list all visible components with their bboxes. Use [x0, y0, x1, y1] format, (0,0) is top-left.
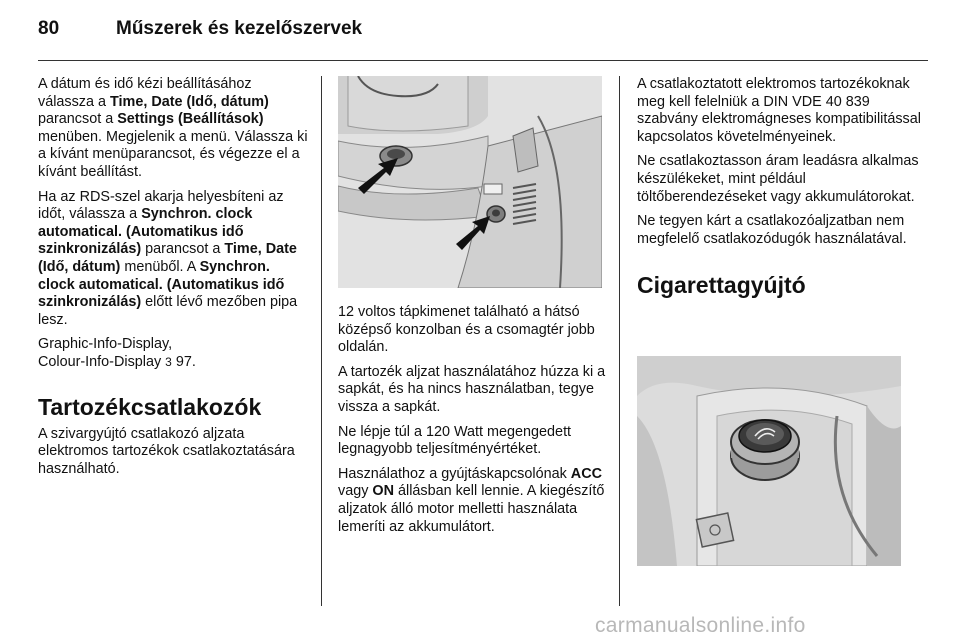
text-run: Ha az RDS-szel akarja helyesbíteni az időt, válassza a	[38, 188, 284, 223]
text-run: A dátum és idő kézi beállításához válassza a	[38, 76, 252, 110]
column-divider	[321, 76, 322, 606]
paragraph-no-damage: Ne tegyen kárt a csatlakozóaljzatban nem megfelelő csatlakozódugók használatával.	[637, 213, 907, 247]
text-run: Graphic-Info-Display,	[38, 336, 173, 353]
page-reference[interactable]: 97.	[171, 353, 196, 370]
paragraph-power-limit: Ne lépje túl a 120 Watt megengedett legnagyobb teljesítményértéket.	[338, 423, 572, 458]
page-number: 80	[38, 18, 60, 39]
text-run: menüből. A	[120, 258, 200, 275]
column-right	[637, 76, 929, 312]
column-middle	[338, 304, 608, 543]
cigarette-lighter-drawing	[637, 356, 901, 566]
text-run: Használathoz a gyújtáskapcsolónak	[338, 465, 571, 482]
menu-command-synchron-clock: Synchron. clock automatical. (Automatikus idő szinkronizálás)	[38, 258, 285, 311]
paragraph-socket-location: 12 voltos tápkimenet található a hátsó középső konzolban és a csomagtér jobb oldalán.	[338, 304, 595, 356]
section-title-cigarette-lighter: Cigarettagyújtó	[637, 272, 806, 299]
menu-command-time-date: Time, Date (Idő, dátum)	[38, 241, 297, 275]
paragraph-display-reference	[38, 336, 310, 371]
page-reference-arrow-icon: 3	[165, 354, 172, 369]
ignition-position-acc: ACC	[570, 465, 602, 482]
watermark: carmanualsonline.info	[595, 614, 806, 637]
text-run: előtt lévő mezőben pipa lesz.	[38, 294, 298, 328]
menu-command-time-date: Time, Date (Idő, dátum)	[110, 93, 269, 110]
text-run: Colour-Info-Display	[38, 353, 166, 370]
text-run: menüben. Megjelenik a menü. Válassza ki a kívánt menüparancsot, és végezze el a kívánt beállítást.	[38, 128, 308, 180]
paragraph-rds-time	[38, 189, 310, 330]
column-left	[38, 76, 310, 485]
section-title-accessory-sockets: Tartozékcsatlakozók	[38, 393, 262, 420]
header-divider	[38, 60, 928, 61]
column-divider	[619, 76, 620, 606]
paragraph-manual-time	[38, 76, 310, 182]
text-run: vagy	[338, 483, 373, 500]
chapter-title: Műszerek és kezelőszervek	[116, 18, 363, 39]
accessory-socket-illustration	[338, 76, 602, 288]
menu-command-synchron-clock: Synchron. clock automatical. (Automatikus idő szinkronizálás)	[38, 206, 253, 258]
menu-command-settings: Settings (Beállítások)	[117, 111, 264, 128]
paragraph-socket-usage: A tartozék aljzat használatához húzza ki a sapkát, és ha nincs használatban, tegye vissza a sapkát.	[338, 363, 606, 415]
accessory-socket-drawing	[338, 76, 602, 288]
cigarette-lighter-illustration	[637, 356, 901, 566]
page-header	[38, 18, 928, 48]
text-run: parancsot a	[38, 111, 118, 128]
paragraph-accessory-intro: A szivargyújtó csatlakozó aljzata elektromos tartozékok csatlakoztatására használható.	[38, 425, 295, 477]
text-run: parancsot a	[141, 241, 225, 258]
paragraph-emc-standard: A csatlakoztatott elektromos tartozékoknak meg kell felelniük a DIN VDE 40 839 szabvány elektromágneses kompatibilitással kapcsolatos követelményeinek.	[637, 76, 921, 145]
paragraph-no-power-sources: Ne csatlakoztasson áram leadásra alkalmas készülékeket, mint például töltőberendezéseket vagy akkumulátorokat.	[637, 153, 919, 205]
paragraph-ignition	[338, 466, 608, 536]
text-run: állásban kell lennie. A kiegészítő aljzatok álló motor melletti használata lemeríti az akkumulátort.	[338, 483, 605, 535]
ignition-position-on: ON	[372, 483, 394, 500]
